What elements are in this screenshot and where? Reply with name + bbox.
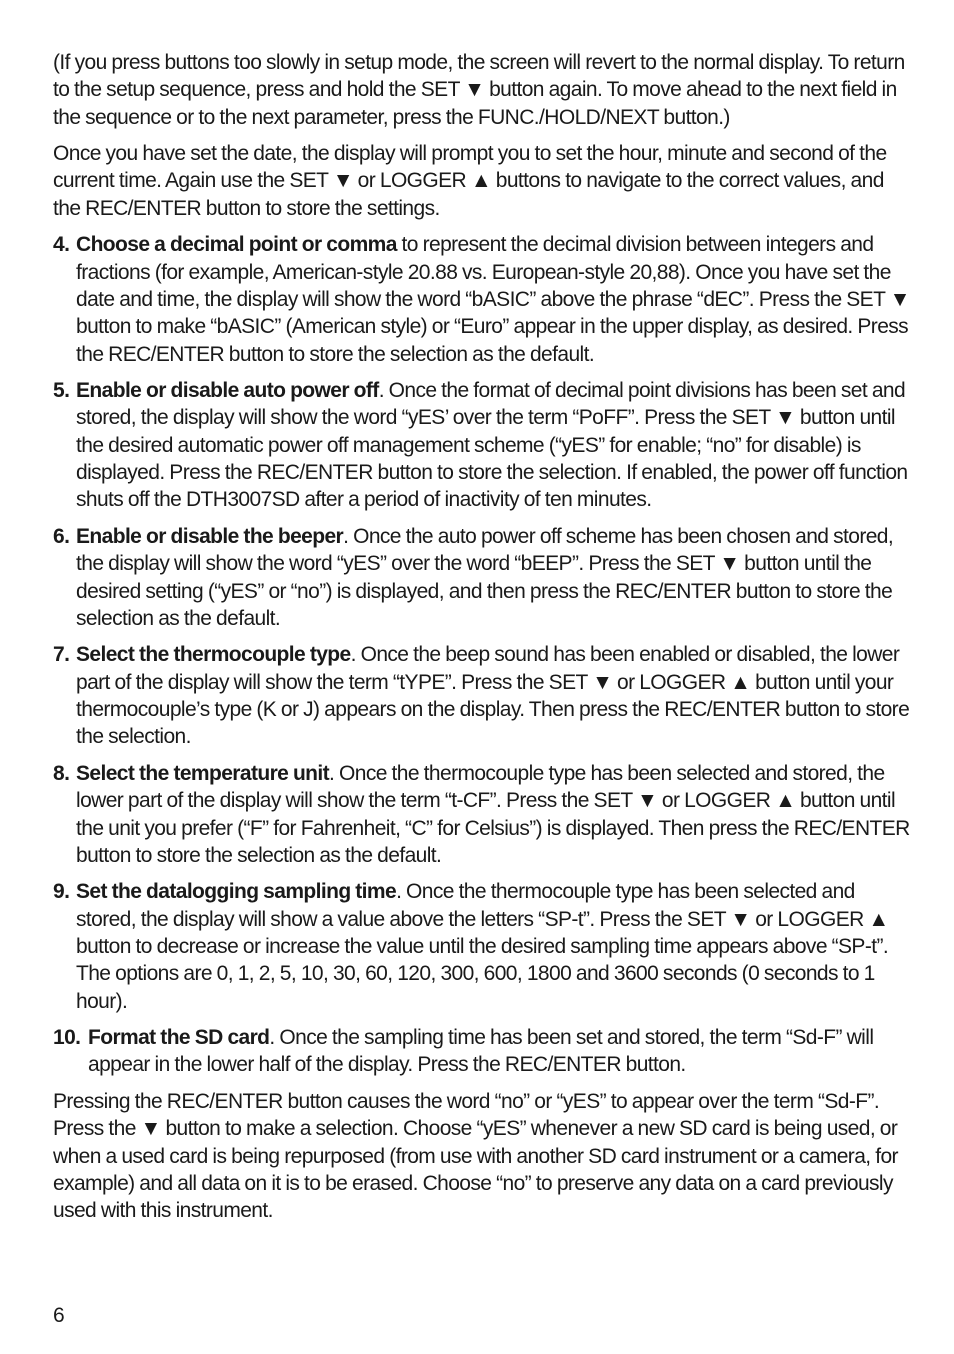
step-sampling-time: [53, 878, 913, 1014]
step-number: 7.: [53, 643, 70, 667]
step-text: . Once the auto power off scheme has been chosen and stored, the display will show the word “yES” over the word “bEEP”. Press the SET ▼ button until the desired setting (“yES” or “no”) is displayed, and then press the REC/ENTER button to store the selection as the default.: [76, 524, 894, 630]
setup-timeout-note: (If you press buttons too slowly in setup mode, the screen will revert to the normal display. To return to the setup sequence, press and hold the SET ▼ button again. To move ahead to the next field in the sequence or to the next parameter, press the FUNC./HOLD/NEXT button.): [53, 51, 905, 129]
sd-format-paragraph: Pressing the REC/ENTER button causes the word “no” or “yES” to appear over the term “Sd-F”. Press the ▼ button to make a selection. Choose “yES” whenever a new SD card is being used, or when a used card is being repurposed (from use with another SD card instrument or a camera, for example) and all data on it is to be erased. Choose “no” to preserve any data on a card previously used with this instrument.: [53, 1090, 898, 1223]
step-heading: Format the SD card: [88, 1026, 270, 1050]
step-format-sd-card: [53, 1024, 913, 1079]
step-number: 6.: [53, 524, 70, 548]
step-decimal-point: [53, 231, 913, 367]
step-text: . Once the format of decimal point divisions has been set and stored, the display will show the word “yES’ over the term “PoFF”. Press the SET ▼ button until the desired automatic power off management scheme (“yES” for enable; “no” for disable) is displayed. Press the REC/ENTER button to store the selection. If enabled, the power off function shuts off the DTH3007SD after a period of inactivity of ten minutes.: [76, 379, 908, 512]
step-text: . Once the thermocouple type has been selected and stored, the display will show a value above the letters “SP-t”. Press the SET ▼ or LOGGER ▲ button to decrease or increase the value until the desired sampling time appears above “SP-t”. The options are 0, 1, 2, 5, 10, 30, 60, 120, 300, 600, 1800 and 3600 seconds (0 seconds to 1 hour).: [76, 880, 889, 1013]
step-number: 10.: [53, 1026, 81, 1050]
step-number: 5.: [53, 379, 70, 403]
step-heading: Choose a decimal point or comma: [76, 233, 397, 257]
manual-page-body: [53, 49, 913, 1234]
step-number: 4.: [53, 233, 70, 257]
step-heading: Set the datalogging sampling time: [76, 880, 397, 904]
step-heading: Enable or disable auto power off: [76, 379, 379, 403]
step-auto-power-off: [53, 377, 913, 513]
step-thermocouple-type: [53, 641, 913, 750]
step-text: . Once the beep sound has been enabled or disabled, the lower part of the display will show the term “tYPE”. Press the SET ▼ or LOGGER ▲ button until your thermocouple’s type (K or J) appears on the display. Then press the REC/ENTER button to store the selection.: [76, 643, 910, 749]
step-heading: Select the thermocouple type: [76, 643, 351, 667]
step-heading: Select the temperature unit: [76, 761, 330, 785]
step-temperature-unit: [53, 760, 913, 869]
step-text: . Once the sampling time has been set and stored, the term “Sd-F” will appear in the lower half of the display. Press the REC/ENTER button.: [88, 1026, 874, 1077]
step-text: to represent the decimal division between integers and fractions (for example, American-style 20.88 vs. European-style 20,88). Once you have set the date and time, the display will show the word “bASIC” above the phrase “dEC”. Press the SET ▼ button to make “bASIC” (American style) or “Euro” appear in the upper display, as desired. Press the REC/ENTER button to store the selection as the default.: [76, 233, 910, 366]
step-text: . Once the thermocouple type has been selected and stored, the lower part of the display will show the term “t-CF”. Press the SET ▼ or LOGGER ▲ button until the unit you prefer (“F” for Fahrenheit, “C” for Celsius”) is displayed. Then press the REC/ENTER button to store the selection as the default.: [76, 761, 910, 867]
step-number: 9.: [53, 880, 70, 904]
step-beeper: [53, 523, 913, 632]
time-setting-paragraph: Once you have set the date, the display will prompt you to set the hour, minute and second of the current time. Again use the SET ▼ or LOGGER ▲ buttons to navigate to the correct values, and the REC/ENTER button to store the settings.: [53, 142, 887, 220]
step-number: 8.: [53, 761, 70, 785]
page-number: 6: [53, 1304, 65, 1327]
step-heading: Enable or disable the beeper: [76, 524, 344, 548]
